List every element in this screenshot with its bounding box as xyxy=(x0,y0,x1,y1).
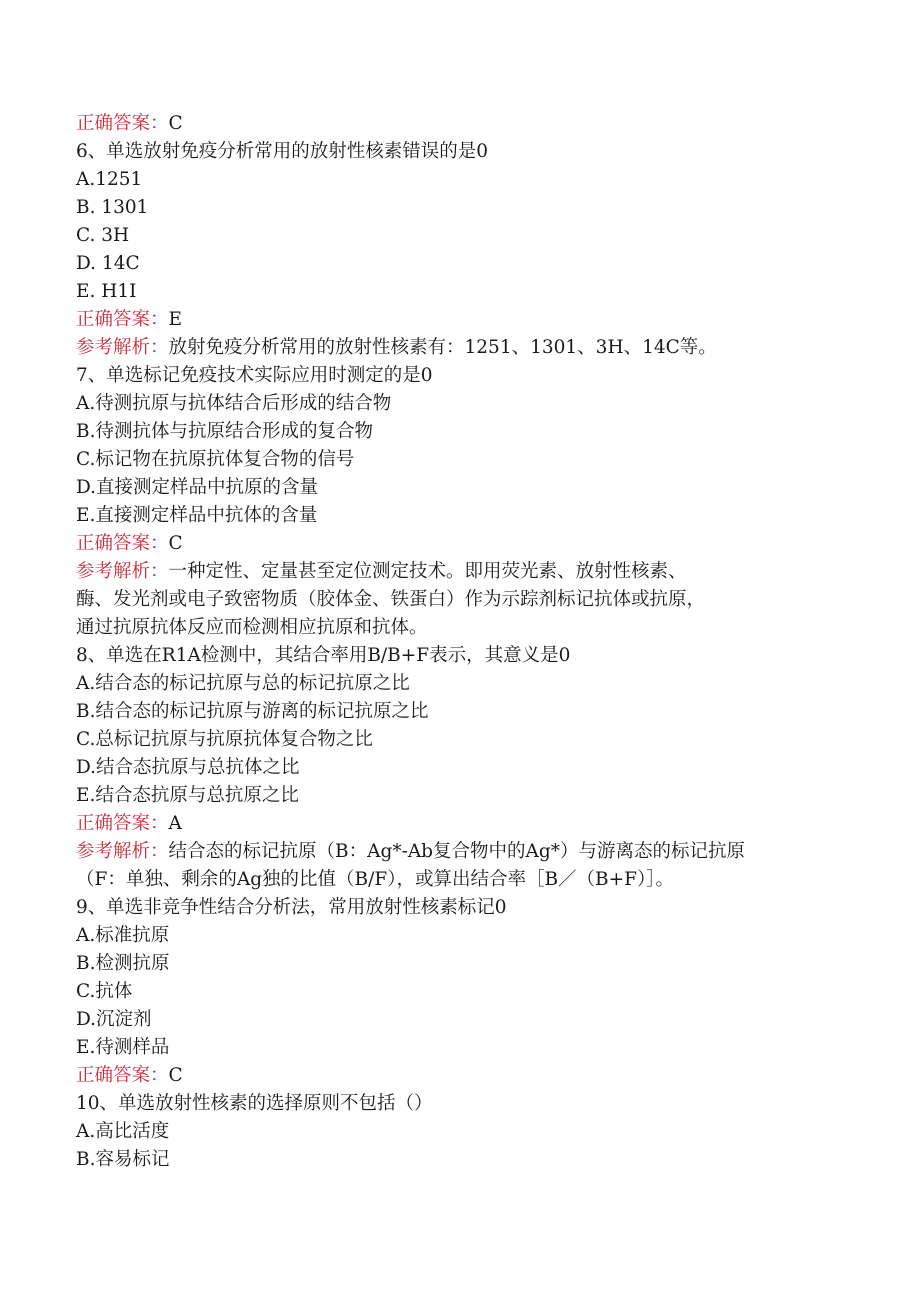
answer-value: C xyxy=(168,533,183,554)
analysis-text: 一种定性、定量甚至定位测定技术。即用荧光素、放射性核素、 xyxy=(168,561,687,582)
analysis-label: 参考解析： xyxy=(76,337,169,358)
option-a: A.高比活度 xyxy=(76,1121,170,1142)
answer-line xyxy=(76,110,183,138)
option-b: B.待测抗体与抗原结合形成的复合物 xyxy=(76,421,373,442)
option-e: E.结合态抗原与总抗原之比 xyxy=(76,785,299,806)
analysis-label: 参考解析： xyxy=(76,561,169,582)
option-c: C.抗体 xyxy=(76,981,133,1002)
option-a: A.结合态的标记抗原与总的标记抗原之比 xyxy=(76,673,410,694)
question-9: 9、单选非竞争性结合分析法，常用放射性核素标记0 xyxy=(76,897,507,918)
analysis-text: 放射免疫分析常用的放射性核素有：1251、1301、3H、14C等。 xyxy=(168,337,717,358)
answer-line xyxy=(76,810,182,838)
analysis-line xyxy=(76,334,717,362)
question-6: 6、单选放射免疫分析常用的放射性核素错误的是0 xyxy=(76,141,489,162)
answer-label: 正确答案： xyxy=(76,309,169,330)
option-b: B.容易标记 xyxy=(76,1149,170,1170)
answer-label: 正确答案： xyxy=(76,813,169,834)
option-c: C. 3H xyxy=(76,225,130,246)
option-a: A.标准抗原 xyxy=(76,925,170,946)
answer-value: C xyxy=(168,1065,183,1086)
option-e: E.待测样品 xyxy=(76,1037,170,1058)
answer-label: 正确答案： xyxy=(76,113,169,134)
question-8: 8、单选在R1A检测中，其结合率用B/B+F表示，其意义是0 xyxy=(76,645,571,666)
option-e: E. H1I xyxy=(76,281,137,302)
analysis-continuation: 通过抗原抗体反应而检测相应抗原和抗体。 xyxy=(76,617,428,638)
option-e: E.直接测定样品中抗体的含量 xyxy=(76,505,318,526)
answer-value: C xyxy=(168,113,183,134)
answer-line xyxy=(76,1062,183,1090)
answer-value: A xyxy=(168,813,182,834)
answer-label: 正确答案： xyxy=(76,533,169,554)
answer-line xyxy=(76,306,182,334)
answer-label: 正确答案： xyxy=(76,1065,169,1086)
option-b: B. 1301 xyxy=(76,197,149,218)
analysis-line xyxy=(76,838,745,866)
analysis-continuation: 酶、发光剂或电子致密物质（胶体金、铁蛋白）作为示踪剂标记抗体或抗原， xyxy=(76,589,706,610)
analysis-text: 结合态的标记抗原（B：Ag*-Ab复合物中的Ag*）与游离态的标记抗原 xyxy=(168,841,745,862)
option-b: B.结合态的标记抗原与游离的标记抗原之比 xyxy=(76,701,429,722)
option-d: D.直接测定样品中抗原的含量 xyxy=(76,477,319,498)
option-b: B.检测抗原 xyxy=(76,953,170,974)
question-7: 7、单选标记免疫技术实际应用时测定的是0 xyxy=(76,365,433,386)
option-c: C.标记物在抗原抗体复合物的信号 xyxy=(76,449,355,470)
question-10: 10、单选放射性核素的选择原则不包括（） xyxy=(76,1093,433,1114)
option-a: A.1251 xyxy=(76,169,143,190)
analysis-label: 参考解析： xyxy=(76,841,169,862)
option-d: D.结合态抗原与总抗体之比 xyxy=(76,757,300,778)
answer-line xyxy=(76,530,183,558)
option-a: A.待测抗原与抗体结合后形成的结合物 xyxy=(76,393,392,414)
option-c: C.总标记抗原与抗原抗体复合物之比 xyxy=(76,729,373,750)
answer-value: E xyxy=(168,309,183,330)
analysis-line xyxy=(76,558,687,586)
option-d: D. 14C xyxy=(76,253,140,274)
analysis-continuation: （F：单独、剩余的Ag独的比值（B/F），或算出结合率［B／（B+F）］。 xyxy=(76,869,674,890)
option-d: D.沉淀剂 xyxy=(76,1009,152,1030)
